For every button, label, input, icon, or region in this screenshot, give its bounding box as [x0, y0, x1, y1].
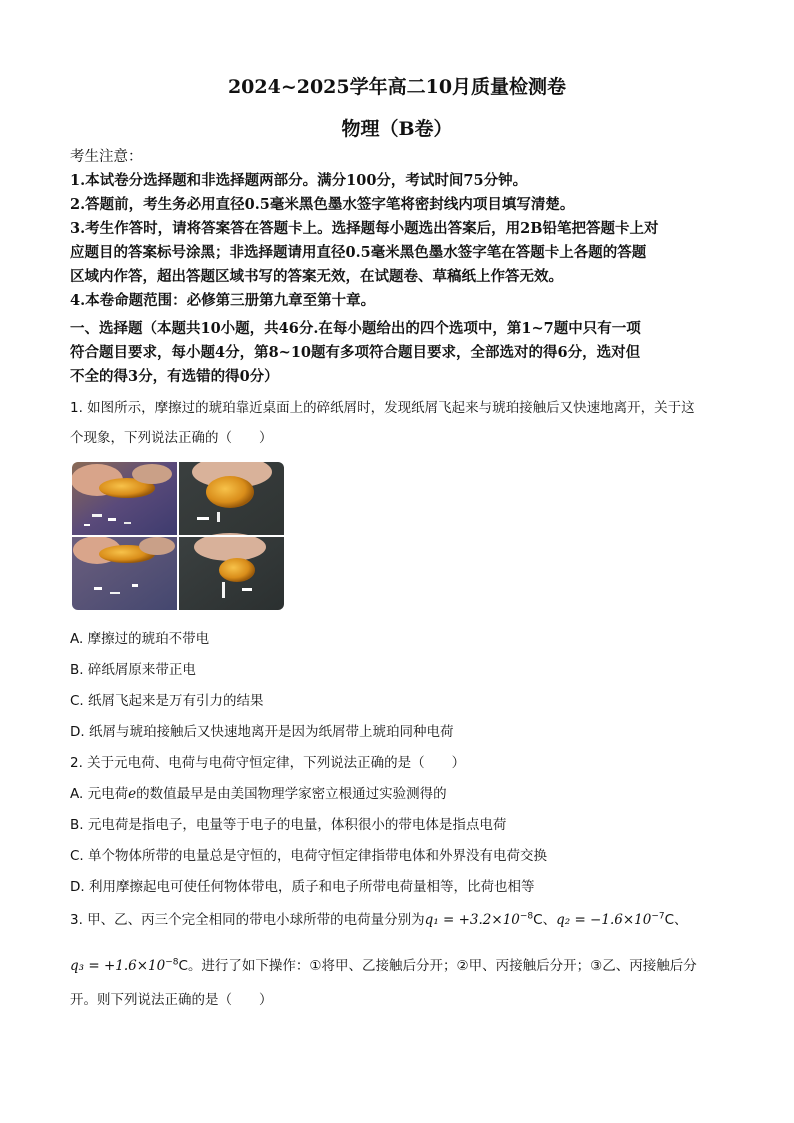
section-line-2: 符合题目要求，每小题4分，第8~10题有多项符合题目要求，全部选对的得6分，选对但 — [70, 344, 641, 361]
amber-photo-grid — [72, 462, 284, 610]
section-line-1: 一、选择题（本题共10小题，共46分.在每小题给出的四个选项中，第1~7题中只有一项 — [70, 320, 641, 337]
notice-item-3c: 区域内作答，超出答题区域书写的答案无效，在试题卷、草稿纸上作答无效。 — [70, 268, 563, 285]
elementary-charge-symbol: e — [128, 786, 137, 802]
notice-item-4: 4.本卷命题范围：必修第三册第九章至第十章。 — [70, 292, 376, 309]
notice-heading: 考生注意： — [70, 149, 143, 165]
q3-stem-pre: 3. 甲、乙、丙三个完全相同的带电小球所带的电荷量分别为 — [70, 912, 425, 928]
q3-charge-3-exp: −8 — [165, 957, 179, 968]
question-3-line-3: 开。则下列说法正确的是（ ） — [70, 992, 273, 1008]
q3-unit-1: C — [533, 912, 543, 928]
q3-unit-3: C — [178, 958, 188, 974]
q3-charge-1: q₁ = +3.2×10 — [424, 912, 520, 928]
q2-option-a-pre: A. 元电荷 — [70, 786, 129, 802]
question-3-line-2 — [70, 954, 730, 974]
exam-subtitle: 物理（B卷） — [341, 118, 453, 140]
q1-line-1: 1. 如图所示，摩擦过的琥珀靠近桌面上的碎纸屑时，发现纸屑飞起来与琥珀接触后又快速地离开，关于这 — [70, 400, 695, 416]
q2-option-b: B. 元电荷是指电子，电量等于电子的电量，体积很小的带电体是指点电荷 — [70, 817, 507, 833]
q2-option-a-post: 的数值最早是由美国物理学家密立根通过实验测得的 — [136, 786, 447, 802]
q3-sep-2: 、 — [674, 912, 688, 928]
notice-item-3b: 应题目的答案标号涂黑；非选择题请用直径0.5毫米黑色墨水签字笔在答题卡上各题的答题 — [70, 244, 647, 261]
question-1-stem — [70, 393, 730, 453]
q2-option-c: C. 单个物体所带的电量总是守恒的，电荷守恒定律指带电体和外界没有电荷交换 — [70, 848, 548, 864]
question-3-line-1 — [70, 908, 730, 928]
q1-option-a: A. 摩擦过的琥珀不带电 — [70, 631, 210, 647]
q3-charge-2: q₂ = −1.6×10 — [556, 912, 652, 928]
q3-charge-3: q₃ = +1.6×10 — [70, 958, 166, 974]
section-choice-instructions — [70, 317, 730, 389]
q1-option-c: C. 纸屑飞起来是万有引力的结果 — [70, 693, 264, 709]
notice-item-1: 1.本试卷分选择题和非选择题两部分。满分100分，考试时间75分钟。 — [70, 172, 528, 189]
amber-paper-photo-figure — [72, 462, 284, 610]
q3-line-2-post: 。进行了如下操作：①将甲、乙接触后分开；②甲、丙接触后分开；③乙、丙接触后分 — [187, 958, 697, 974]
q1-option-d: D. 纸屑与琥珀接触后又快速地离开是因为纸屑带上琥珀同种电荷 — [70, 724, 454, 740]
notice-block — [70, 145, 730, 313]
notice-item-3a: 3.考生作答时，请将答案答在答题卡上。选择题每小题选出答案后，用2B铅笔把答题卡上对 — [70, 220, 659, 237]
notice-item-2: 2.答题前，考生务必用直径0.5毫米黑色墨水签字笔将密封线内项目填写清楚。 — [70, 196, 575, 213]
q3-charge-1-exp: −8 — [519, 911, 534, 922]
q2-option-d: D. 利用摩擦起电可使任何物体带电，质子和电子所带电荷量相等，比荷也相等 — [70, 879, 535, 895]
q2-option-a — [70, 782, 730, 802]
exam-title: 2024~2025学年高二10月质量检测卷 — [227, 76, 567, 98]
section-line-3: 不全的得3分，有选错的得0分） — [70, 368, 279, 385]
q3-unit-2: C — [664, 912, 675, 928]
q3-sep: 、 — [542, 912, 557, 928]
q1-line-2: 个现象，下列说法正确的（ ） — [70, 430, 273, 446]
question-2-stem: 2. 关于元电荷、电荷与电荷守恒定律，下列说法正确的是（ ） — [70, 755, 466, 771]
q1-option-b: B. 碎纸屑原来带正电 — [70, 662, 196, 678]
q3-charge-2-exp: −7 — [651, 911, 665, 922]
